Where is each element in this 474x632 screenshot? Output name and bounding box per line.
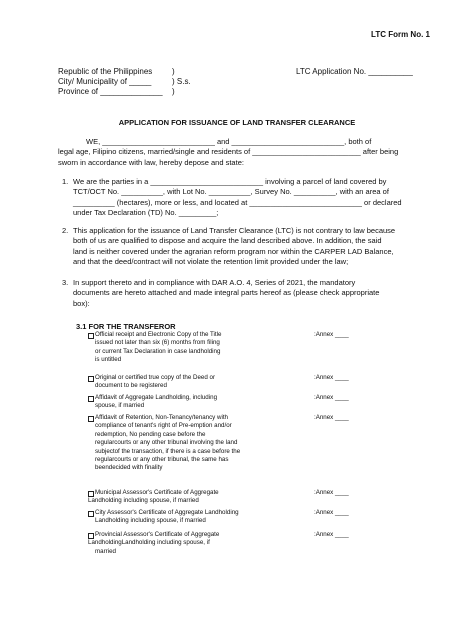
checklist-line: Provincial Assessor's Certificate of Aggregate <box>95 531 220 538</box>
form-number: LTC Form No. 1 <box>371 30 430 39</box>
intro-line: legal age, Filipino citizens, married/single and residents of __________________________ after being <box>58 147 399 157</box>
subsection-heading: 3.1 FOR THE TRANSFEROR <box>76 322 176 331</box>
item-line: documents are hereto attached and made integral parts hereof as (please check appropriate <box>73 288 380 298</box>
item-line: box): <box>73 298 90 308</box>
republic-paren: ) <box>172 67 175 76</box>
document-title: APPLICATION FOR ISSUANCE OF LAND TRANSFER CLEARANCE <box>118 118 356 127</box>
aggregate-landholding-affidavit-checkbox[interactable] <box>88 396 94 402</box>
checklist-line: beendecided with finality <box>95 464 163 472</box>
checklist-line: Affidavit of Retention, Non-Tenancy/tenancy with <box>95 414 228 421</box>
checklist-item-retention-affidavit <box>95 414 240 473</box>
checklist-line: subjectof the transaction, if there is a case before the <box>95 447 241 455</box>
item-line: land is neither covered under the agrarian reform program nor within the CARPER LAD Balance, <box>73 246 394 256</box>
item-line: and that the deed/contract will not violate the retention limit provided under the law; <box>73 257 349 267</box>
city-assessor-certificate-checkbox[interactable] <box>88 511 94 517</box>
checklist-item-municipal-assessor-certificate <box>88 489 219 506</box>
checklist-line: Landholding including spouse, if married <box>95 517 206 525</box>
municipal-assessor-certificate-checkbox[interactable] <box>88 491 94 497</box>
checklist-item-aggregate-landholding-affidavit <box>95 394 217 411</box>
republic-label: Republic of the Philippines <box>58 67 153 76</box>
checklist-line: regularcourts or any other tribunal, the same has <box>95 456 229 464</box>
intro-paragraph <box>58 137 418 168</box>
checklist-line: Landholding including spouse, if married <box>88 497 199 505</box>
item-3-paragraph <box>73 278 418 309</box>
checklist-line: regularcourts or any other tribunal involving the land <box>95 439 238 447</box>
checklist-line: compliance of tenant's right of Pre-emption and/or <box>95 422 232 430</box>
checklist-line: Original or certified true copy of the Deed or <box>95 374 216 381</box>
checklist-item-deed-copy <box>95 374 215 391</box>
annex-field: :Annex ____ <box>314 414 349 421</box>
item-line: under Tax Declaration (TD) No. _________; <box>73 208 219 218</box>
item-2-paragraph <box>73 226 418 268</box>
item-number: 2. <box>62 226 69 235</box>
checklist-item-official-receipt <box>95 331 221 365</box>
province-paren: ) <box>172 87 175 96</box>
city-paren: ) S.s. <box>172 77 191 86</box>
checklist-line: or current Tax Declaration in case landholding <box>95 347 221 355</box>
item-line: We are the parties in a ___________________________ involving a parcel of land covered by <box>73 177 387 186</box>
intro-line: WE, ___________________________ and ___________________________, both of <box>86 137 372 146</box>
intro-line: sworn in accordance with law, hereby depose and state: <box>58 157 244 167</box>
retention-affidavit-checkbox[interactable] <box>88 416 94 422</box>
annex-field: :Annex ____ <box>314 374 349 381</box>
checklist-line: Official receipt and Electronic Copy of the Title <box>95 331 222 338</box>
city-label: City/ Municipality of _____ <box>58 77 152 86</box>
checklist-item-provincial-assessor-certificate <box>88 531 220 556</box>
checklist-line: is untitled <box>95 356 122 364</box>
province-label: Province of ______________ <box>58 87 163 96</box>
annex-field: :Annex ____ <box>314 509 349 516</box>
annex-field: :Annex ____ <box>314 394 349 401</box>
annex-field: :Annex ____ <box>314 331 349 338</box>
checklist-line: Municipal Assessor's Certificate of Aggregate <box>95 489 219 496</box>
annex-field: :Annex ____ <box>314 531 349 538</box>
checklist-line: spouse, if married <box>95 402 145 410</box>
item-1-paragraph <box>73 177 418 219</box>
checklist-line: City Assessor's Certificate of Aggregate Landholding <box>95 509 239 516</box>
checklist-line: Affidavit of Aggregate Landholding, including <box>95 394 218 401</box>
provincial-assessor-certificate-checkbox[interactable] <box>88 533 94 539</box>
checklist-line: married <box>95 547 116 555</box>
item-line: In support thereto and in compliance with DAR A.O. 4, Series of 2021, the mandatory <box>73 278 356 287</box>
checklist-item-city-assessor-certificate <box>95 509 239 526</box>
ltc-application-number: LTC Application No. __________ <box>296 67 413 76</box>
checklist-line: LandholdingLandholding including spouse, if <box>88 539 210 547</box>
official-receipt-checkbox[interactable] <box>88 333 94 339</box>
checklist-line: document to be registered <box>95 382 167 390</box>
item-line: This application for the issuance of Land Transfer Clearance (LTC) is not contrary to law because <box>73 226 396 235</box>
item-number: 1. <box>62 177 69 186</box>
item-line: __________ (hectares), more or less, and located at ___________________________ or declared <box>73 197 402 207</box>
annex-field: :Annex ____ <box>314 489 349 496</box>
checklist-line: redemption, No pending case before the <box>95 430 206 438</box>
item-line: both of us are qualified to dispose and acquire the land described above. In addition, the said <box>73 236 382 246</box>
deed-copy-checkbox[interactable] <box>88 376 94 382</box>
item-line: TCT/OCT No. __________, with Lot No. __________, Survey No. __________, with an area of <box>73 187 389 197</box>
checklist-line: issued not later than six (6) months from filing <box>95 339 220 347</box>
item-number: 3. <box>62 278 69 287</box>
